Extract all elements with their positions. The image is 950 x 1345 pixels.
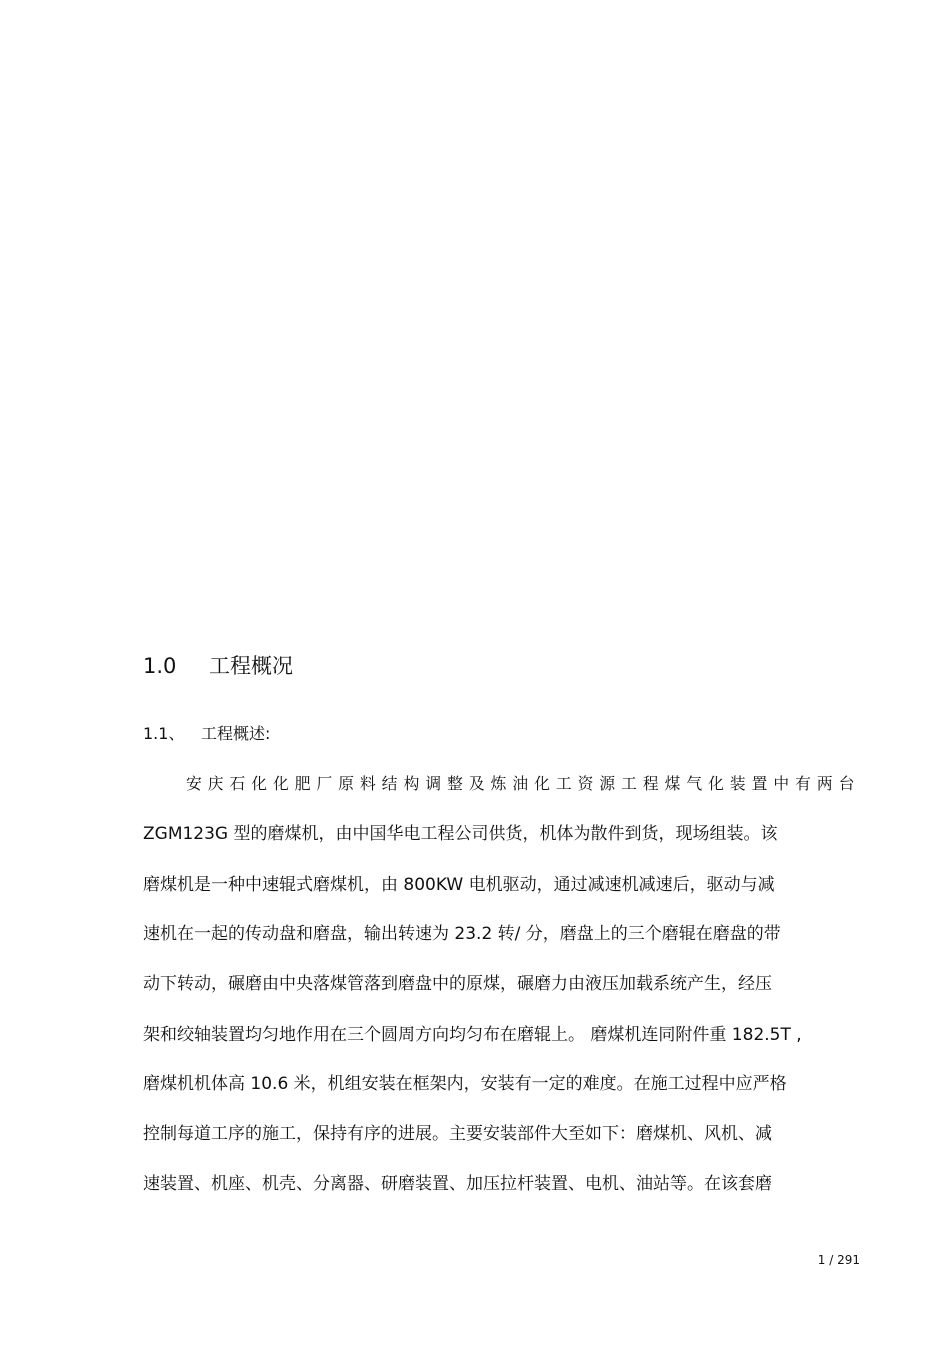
body-line: 磨煤机是一种中速辊式磨煤机，由 800KW 电机驱动，通过减速机减速后，驱动与减 [143,875,775,895]
body-line: 控制每道工序的施工，保持有序的进展。主要安装部件大至如下：磨煤机、风机、减 [143,1124,772,1144]
section-heading [143,652,293,680]
section-title: 工程概况 [209,654,293,678]
section-number: 1.0 [143,654,177,678]
body-line: 动下转动，碾磨由中央落煤管落到磨盘中的原煤，碾磨力由液压加载系统产生，经压 [143,974,772,994]
subsection-number: 1.1、 [143,724,185,743]
body-line: 速装置、机座、机壳、分离器、研磨装置、加压拉杆装置、电机、油站等。在该套磨 [143,1174,772,1194]
subsection-title: 工程概述: [201,724,271,743]
body-line: 磨煤机机体高 10.6 米，机组安装在框架内，安装有一定的难度。在施工过程中应严格 [143,1074,787,1094]
page-number: 1 / 291 [817,1253,860,1267]
body-line: ZGM123G 型的磨煤机，由中国华电工程公司供货，机体为散件到货，现场组装。该 [143,824,778,844]
subsection-heading [143,722,270,746]
body-line: 安 庆 石 化 化 肥 厂 原 料 结 构 调 整 及 炼 油 化 工 资 源 工 程 煤 气 化 装 置 中 有 两 台 [186,774,855,793]
body-line: 架和绞轴装置均匀地作用在三个圆周方向均匀布在磨辊上。 磨煤机连同附件重 182.5T , [143,1025,802,1045]
body-line: 速机在一起的传动盘和磨盘，输出转速为 23.2 转/ 分，磨盘上的三个磨辊在磨盘的带 [143,924,781,944]
